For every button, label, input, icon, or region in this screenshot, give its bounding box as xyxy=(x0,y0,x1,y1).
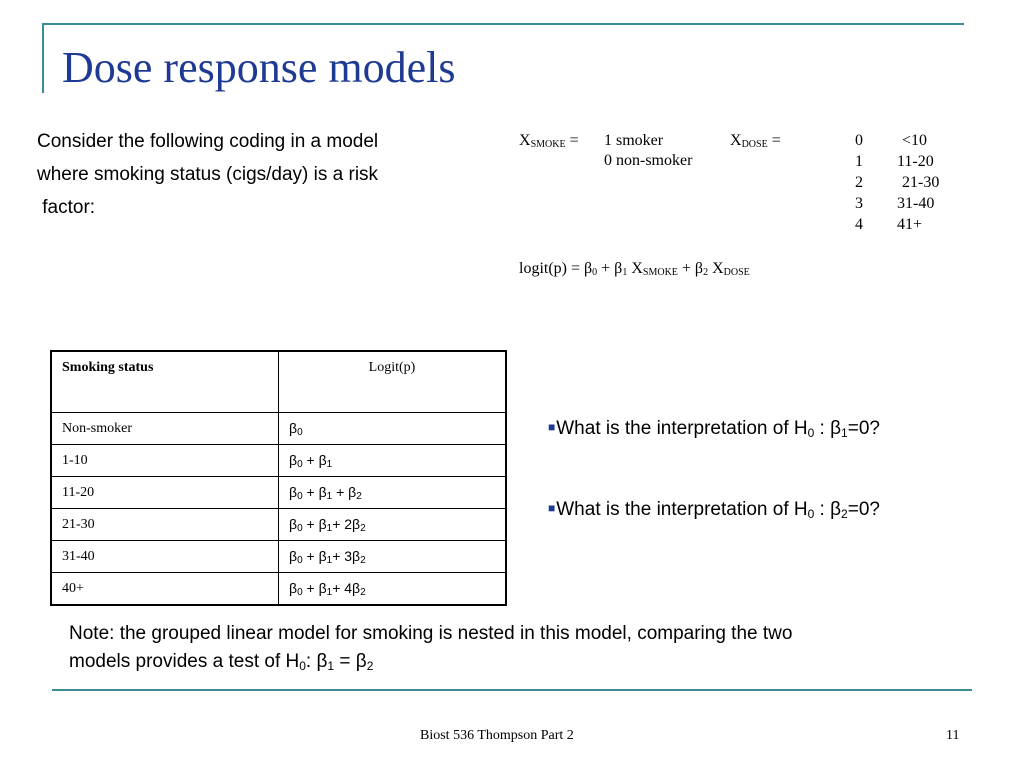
row-status: 21-30 xyxy=(51,509,279,541)
model-equation: logit(p) = $\beta_0 + \beta_1$ $X_{SMOKE} + \beta_2$ $X_{DOSE}$ xyxy=(519,260,750,278)
row-logit xyxy=(279,541,507,573)
dose-code: 3 xyxy=(855,195,863,212)
formula-text: $\beta_0 + \beta_1 + \beta_2$ xyxy=(289,483,362,502)
formula-text: $\beta_0 + \beta_1$ xyxy=(289,451,333,470)
left-rule xyxy=(42,23,44,93)
intro-line: Consider the following coding in a model xyxy=(37,131,379,152)
table-row xyxy=(51,413,506,445)
intro-text xyxy=(37,125,467,224)
table-header-row xyxy=(51,351,506,413)
dose-code: 1 xyxy=(855,153,863,170)
dose-code: 0 xyxy=(855,132,863,149)
x-dose-label: $X_{DOSE}$ = xyxy=(730,132,781,150)
bottom-rule xyxy=(52,689,972,691)
row-status: 11-20 xyxy=(51,477,279,509)
x-smoke-label: $X_{SMOKE}$ = xyxy=(519,132,579,150)
bullet-text: What is the interpretation of $H_0$ : $\beta_1=0$? xyxy=(556,418,880,440)
formula-text: $\beta_0 + \beta_1+ 4\beta_2$ xyxy=(289,579,366,598)
row-logit xyxy=(279,445,507,477)
dose-code: 2 xyxy=(855,174,863,191)
dose-range: 21-30 xyxy=(902,174,940,191)
footer-text: Biost 536 Thompson Part 2 xyxy=(420,728,574,743)
dose-range: <10 xyxy=(902,132,928,149)
smoke-code-1: 1 smoker xyxy=(604,132,664,149)
bullet-text: What is the interpretation of $H_0$ : $\beta_2=0$? xyxy=(556,499,880,521)
dose-range: 41+ xyxy=(897,216,923,233)
row-status: 1-10 xyxy=(51,445,279,477)
formula-text: $\beta_0 + \beta_1+ 2\beta_2$ xyxy=(289,515,366,534)
top-rule xyxy=(42,23,964,25)
table-row xyxy=(51,573,506,606)
dose-range: 31-40 xyxy=(897,195,935,212)
note-text xyxy=(69,620,969,680)
square-bullet-icon: ■ xyxy=(548,420,556,434)
intro-line: factor: xyxy=(37,197,96,218)
note-line: Note: the grouped linear model for smoking is nested in this model, comparing the two xyxy=(69,623,793,644)
page-number: 11 xyxy=(946,728,960,743)
row-logit xyxy=(279,477,507,509)
table-row xyxy=(51,445,506,477)
intro-line: where smoking status (cigs/day) is a risk xyxy=(37,164,379,185)
dose-range: 11-20 xyxy=(897,153,934,170)
dose-code: 4 xyxy=(855,216,863,233)
table-row xyxy=(51,509,506,541)
row-status: 40+ xyxy=(51,573,279,606)
formula-text: $\beta_0 + \beta_1+ 3\beta_2$ xyxy=(289,547,366,566)
note-line: models provides a test of $H_0$: $\beta_1 = \beta_2$ xyxy=(69,651,374,673)
table-row xyxy=(51,477,506,509)
row-logit xyxy=(279,509,507,541)
bullet-question-2 xyxy=(548,499,880,521)
smoke-code-0: 0 non-smoker xyxy=(604,152,693,169)
row-status: Non-smoker xyxy=(51,413,279,445)
square-bullet-icon: ■ xyxy=(548,501,556,515)
slide-title: Dose response models xyxy=(62,43,456,92)
logit-table xyxy=(50,350,507,606)
row-logit xyxy=(279,413,507,445)
header-logit: Logit(p) xyxy=(279,351,507,413)
table-row xyxy=(51,541,506,573)
header-smoking-status: Smoking status xyxy=(51,351,279,413)
row-status: 31-40 xyxy=(51,541,279,573)
row-logit xyxy=(279,573,507,606)
bullet-question-1 xyxy=(548,418,880,440)
formula-text: $\beta_0$ xyxy=(289,419,303,438)
